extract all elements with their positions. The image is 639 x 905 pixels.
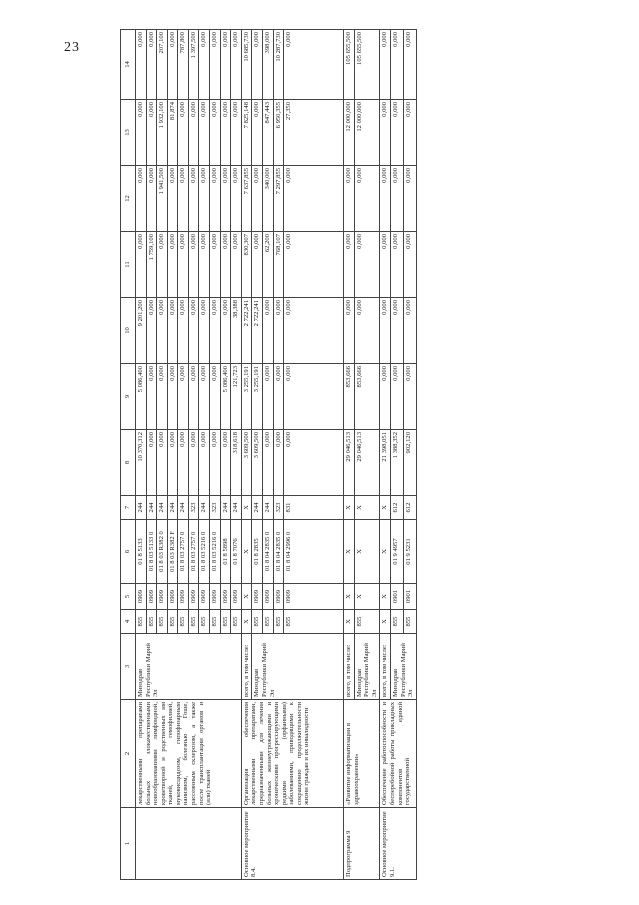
block1-col1 (136, 808, 242, 880)
table-cell: 01 8 7076 (231, 520, 242, 584)
table-cell: 1 397,500 (188, 30, 199, 100)
block2-executor: Минздрав Республики Марий Эл (252, 634, 344, 700)
table-cell: 0,000 (380, 166, 391, 232)
column-number-5: 5 (121, 584, 136, 610)
column-number-1: 1 (121, 808, 136, 880)
table-cell: 105 655,500 (354, 30, 380, 100)
table-cell: 244 (146, 496, 157, 520)
table-cell: 0,000 (146, 430, 157, 496)
table-cell: 855 (262, 610, 273, 634)
table-cell: 855 (157, 610, 168, 634)
table-cell: 0,000 (199, 100, 210, 166)
table-cell: 0,000 (167, 30, 178, 100)
table-cell: 855 (273, 610, 284, 634)
column-number-11: 11 (121, 232, 136, 298)
table-cell: 0909 (157, 584, 168, 610)
table-cell: 121,723 (231, 364, 242, 430)
block4-executor: Минздрав Республики Марий Эл (390, 634, 416, 700)
table-cell: 0,000 (178, 232, 189, 298)
table-cell: 0909 (178, 584, 189, 610)
table-cell: 0,000 (220, 166, 231, 232)
table-cell: 0,000 (178, 298, 189, 364)
table-cell: 3 609,500 (252, 430, 263, 496)
table-cell: 0,000 (199, 166, 210, 232)
table-cell: 855 (188, 610, 199, 634)
table-cell: 3 255,191 (252, 364, 263, 430)
table-cell: 0901 (403, 584, 416, 610)
table-cell: 0,000 (136, 100, 147, 166)
table-cell: 0,000 (210, 166, 221, 232)
table-cell: 7 825,148 (241, 100, 252, 166)
table-cell: 0,000 (273, 298, 284, 364)
table-cell: 855 (167, 610, 178, 634)
block1-description: лекарственными препаратами больных злокачественными новообразованиями лимфоидной, кроветворной и родственных им тканей, гемофилией, муковисцидозом, гипофизарным нанизмом, болезнью Гоше, рассеянным склерозом, а также после трансплантации органов и (или) тканей (136, 700, 242, 808)
table-cell: 0,000 (262, 364, 273, 430)
table-cell: 29 046,513 (354, 430, 380, 496)
table-cell: 0,000 (403, 166, 416, 232)
table-cell: 902,120 (403, 430, 416, 496)
table-cell: 0,000 (167, 232, 178, 298)
table-cell: 0,000 (199, 232, 210, 298)
table-cell: 0,000 (252, 166, 263, 232)
block4-description: Обеспечение работоспособности и бесперебойной работы прикладных компонентов единой государственной (380, 700, 416, 808)
column-number-12: 12 (121, 166, 136, 232)
table-cell: 0,000 (178, 100, 189, 166)
table-cell: 855 (231, 610, 242, 634)
table-cell: 7 637,855 (241, 166, 252, 232)
table-cell: 0909 (188, 584, 199, 610)
table-cell: 0,000 (380, 30, 391, 100)
table-cell: 0,000 (380, 298, 391, 364)
table-cell: 0,000 (210, 298, 221, 364)
table-cell: 0,000 (390, 364, 403, 430)
table-cell: 0909 (136, 584, 147, 610)
table-cell: 323 (210, 496, 221, 520)
table-cell: 0,000 (354, 166, 380, 232)
table-cell: 27,350 (284, 100, 344, 166)
table-cell: 0,000 (262, 430, 273, 496)
table-cell: 0909 (146, 584, 157, 610)
table-cell: 1 932,100 (157, 100, 168, 166)
table-cell: 10 685,730 (241, 30, 252, 100)
table-cell: 0,000 (199, 30, 210, 100)
table-cell: 0,000 (178, 166, 189, 232)
table-cell: 855 (220, 610, 231, 634)
block2-title: Основное мероприятие 8.4. (241, 808, 343, 880)
table-cell: 0,000 (403, 298, 416, 364)
block4-total-label: всего, в том числе: (380, 634, 391, 700)
table-cell: 398,000 (262, 30, 273, 100)
table-cell: 0,000 (220, 30, 231, 100)
table-cell: 105 655,500 (344, 30, 355, 100)
table-cell: 0909 (273, 584, 284, 610)
table-cell: 0,000 (188, 166, 199, 232)
table-cell: 0,000 (167, 298, 178, 364)
table-cell: 0,000 (403, 100, 416, 166)
table-cell: X (241, 584, 252, 610)
table-cell: 01 8 04 2835 0 (273, 520, 284, 584)
table-cell: 340,000 (262, 166, 273, 232)
table-cell: 0,000 (284, 430, 344, 496)
table-cell: 3 609,500 (241, 430, 252, 496)
table-cell: 0,000 (188, 430, 199, 496)
table-cell: 0,000 (252, 100, 263, 166)
table-cell: 0,000 (188, 232, 199, 298)
table-row (344, 30, 355, 880)
table-cell: 01 8 5898 (220, 520, 231, 584)
table-cell: 0909 (199, 584, 210, 610)
table-cell: X (344, 584, 355, 610)
table-cell: 01 8 03 2757 0 (188, 520, 199, 584)
table-cell: 38,388 (231, 298, 242, 364)
table-cell: X (241, 496, 252, 520)
table-cell: 855 (354, 610, 380, 634)
table-cell: 0,000 (380, 100, 391, 166)
table-cell: 0,000 (178, 430, 189, 496)
rotated-budget-table (120, 30, 620, 880)
table-cell: 0909 (284, 584, 344, 610)
table-cell: 0,000 (157, 364, 168, 430)
table-cell: X (380, 610, 391, 634)
table-cell: 855 (210, 610, 221, 634)
table-cell: 0,000 (273, 364, 284, 430)
table-cell: 855 (403, 610, 416, 634)
table-cell: X (380, 584, 391, 610)
table-cell: 0,000 (344, 232, 355, 298)
table-cell: 01 8 03 R382 F (167, 520, 178, 584)
table-cell: 01 9 5231 (403, 520, 416, 584)
table-cell: 81,874 (167, 100, 178, 166)
table-cell: 0,000 (344, 166, 355, 232)
table-cell: 2 722,241 (252, 298, 263, 364)
table-cell: 0,000 (136, 232, 147, 298)
block1-executor: Минздрав Республики Марий Эл (136, 634, 242, 700)
table-cell: 0,000 (390, 232, 403, 298)
table-cell: 612 (390, 496, 403, 520)
column-number-14: 14 (121, 30, 136, 100)
table-cell: 0,000 (146, 298, 157, 364)
table-cell: 7 297,855 (273, 166, 284, 232)
table-cell: 5 086,400 (220, 364, 231, 430)
block4-title: Основное мероприятие 9.1. (380, 808, 416, 880)
table-cell: 0,000 (231, 100, 242, 166)
table-cell: X (354, 496, 380, 520)
table-cell: 0,000 (231, 166, 242, 232)
table-cell: 0,000 (390, 100, 403, 166)
table-cell: 0,000 (167, 430, 178, 496)
table-cell: 0,000 (178, 364, 189, 430)
column-number-7: 7 (121, 496, 136, 520)
table-cell: 0,000 (220, 298, 231, 364)
table-cell: 01 8 03 R382 0 (157, 520, 168, 584)
table-cell: 0,000 (220, 232, 231, 298)
table-cell: X (380, 520, 391, 584)
table-cell: 855 (390, 610, 403, 634)
column-number-13: 13 (121, 100, 136, 166)
table-cell: 0,000 (167, 166, 178, 232)
table-cell: 1 388,352 (390, 430, 403, 496)
table-cell: 0,000 (284, 232, 344, 298)
table-cell: 0,000 (390, 166, 403, 232)
table-cell: 323 (273, 496, 284, 520)
table-cell: 0,000 (167, 364, 178, 430)
table-cell: 0,000 (220, 430, 231, 496)
table-cell: 0909 (262, 584, 273, 610)
column-number-3: 3 (121, 634, 136, 700)
page-number: 23 (64, 40, 80, 55)
table-cell: 0,000 (231, 30, 242, 100)
table-cell: 0909 (252, 584, 263, 610)
table-cell: 0,000 (403, 30, 416, 100)
table-cell: 0,000 (403, 232, 416, 298)
table-cell: 0,000 (390, 298, 403, 364)
table-cell: 01 8 03 5133 0 (146, 520, 157, 584)
table-cell: 847,443 (262, 100, 273, 166)
table-cell: 01 8 03 5216 0 (199, 520, 210, 584)
table-cell: 5 086,400 (136, 364, 147, 430)
table-cell: 0,000 (273, 430, 284, 496)
table-cell: 0909 (210, 584, 221, 610)
table-cell: 0909 (231, 584, 242, 610)
table-cell: 0909 (167, 584, 178, 610)
table-cell: 12 000,000 (344, 100, 355, 166)
table-cell: 0,000 (157, 232, 168, 298)
table-cell: 10 287,730 (273, 30, 284, 100)
table-cell: 01 8 5133 (136, 520, 147, 584)
table-cell: 29 046,513 (344, 430, 355, 496)
table-cell: 244 (231, 496, 242, 520)
table-row (136, 30, 147, 880)
table-cell: 2 722,241 (241, 298, 252, 364)
table-cell: 0,000 (199, 430, 210, 496)
subprogram-9-description: «Развитие информатизации в здравоохранении» (344, 700, 380, 808)
budget-table (120, 29, 417, 880)
column-number-4: 4 (121, 610, 136, 634)
table-cell: 0,000 (210, 30, 221, 100)
block3-executor: Минздрав Республики Марий Эл (354, 634, 380, 700)
table-cell: X (380, 496, 391, 520)
table-cell: 0,000 (252, 30, 263, 100)
table-cell: 0,000 (136, 166, 147, 232)
table-cell: 0,000 (210, 364, 221, 430)
table-cell: 830,307 (241, 232, 252, 298)
table-cell: 0,000 (390, 30, 403, 100)
table-cell: 244 (199, 496, 210, 520)
table-cell: 244 (157, 496, 168, 520)
table-cell: 0,000 (231, 232, 242, 298)
table-cell: 0,000 (220, 100, 231, 166)
table-cell: 0,000 (284, 298, 344, 364)
table-cell: 0,000 (146, 364, 157, 430)
table-cell: 0,000 (199, 298, 210, 364)
table-cell: 0,000 (136, 30, 147, 100)
table-cell: X (241, 610, 252, 634)
table-cell: 01 8 04 2835 0 (262, 520, 273, 584)
subprogram-9-title: Подпрограмма 9 (344, 808, 380, 880)
table-cell: 853,666 (344, 364, 355, 430)
table-cell: 323 (188, 496, 199, 520)
table-cell: 0,000 (210, 232, 221, 298)
table-cell: X (344, 520, 355, 584)
table-cell: X (354, 520, 380, 584)
table-cell: 3 255,191 (241, 364, 252, 430)
table-cell: 244 (167, 496, 178, 520)
table-cell: 855 (136, 610, 147, 634)
table-cell: 768,107 (273, 232, 284, 298)
table-cell: 0,000 (210, 100, 221, 166)
table-cell: 01 8 03 5216 0 (210, 520, 221, 584)
table-cell: 0,000 (380, 364, 391, 430)
table-cell: 0,000 (380, 232, 391, 298)
block3-total-label: всего, в том числе: (344, 634, 355, 700)
table-cell: 853,666 (354, 364, 380, 430)
table-cell: 62,200 (262, 232, 273, 298)
block2-description: Организация обеспечения лекарственными препаратами, предназначенными для лечения больных жизнеугрожающими и хроническими прогрессирующими редкими (орфанными) заболеваниями, приводящими к сокращению продолжительности жизни граждан и их инвалидности (241, 700, 343, 808)
table-cell: 9 201,200 (136, 298, 147, 364)
table-cell: 831 (284, 496, 344, 520)
table-cell: X (344, 496, 355, 520)
table-cell: 0,000 (146, 100, 157, 166)
table-cell: 0,000 (199, 364, 210, 430)
table-cell: 0,000 (188, 364, 199, 430)
table-cell: X (344, 610, 355, 634)
column-number-10: 10 (121, 298, 136, 364)
table-cell: 0,000 (354, 232, 380, 298)
table-cell: 21 398,051 (380, 430, 391, 496)
table-cell: 1 941,500 (157, 166, 168, 232)
table-cell: 244 (262, 496, 273, 520)
table-cell: 0,000 (157, 430, 168, 496)
block2-total-label: всего, в том числе: (241, 634, 252, 700)
table-cell: 0,000 (354, 298, 380, 364)
table-cell: 855 (252, 610, 263, 634)
table-cell: 6 950,355 (273, 100, 284, 166)
table-cell: 0,000 (146, 30, 157, 100)
table-cell: 244 (252, 496, 263, 520)
table-cell: 0,000 (284, 30, 344, 100)
table-cell: 855 (199, 610, 210, 634)
table-cell: 855 (146, 610, 157, 634)
table-cell: 0,000 (188, 100, 199, 166)
table-cell: 855 (178, 610, 189, 634)
table-cell: 207,100 (157, 30, 168, 100)
table-cell: 1 759,100 (146, 232, 157, 298)
column-number-8: 8 (121, 430, 136, 496)
table-cell: 244 (136, 496, 147, 520)
table-cell: 0,000 (284, 166, 344, 232)
table-cell: 12 000,000 (354, 100, 380, 166)
table-cell: 0909 (220, 584, 231, 610)
table-cell: 0,000 (284, 364, 344, 430)
table-cell: X (354, 584, 380, 610)
column-number-6: 6 (121, 520, 136, 584)
table-cell: 01 8 03 2757 0 (178, 520, 189, 584)
table-body (136, 30, 417, 880)
table-cell: 244 (178, 496, 189, 520)
table-cell: 0,000 (157, 298, 168, 364)
table-cell: 0,000 (146, 166, 157, 232)
table-cell: 0,000 (262, 298, 273, 364)
table-cell: 01 8 04 2996 0 (284, 520, 344, 584)
table-cell: 0,000 (403, 364, 416, 430)
table-cell: 0,000 (344, 298, 355, 364)
table-row (241, 30, 252, 880)
column-number-9: 9 (121, 364, 136, 430)
table-cell: 318,618 (231, 430, 242, 496)
column-number-row (121, 30, 136, 880)
table-cell: 612 (403, 496, 416, 520)
table-cell: 0,000 (252, 232, 263, 298)
table-cell: 01 9 4957 (390, 520, 403, 584)
table-cell: 10 370,312 (136, 430, 147, 496)
table-cell: 0,000 (188, 298, 199, 364)
table-cell: 855 (284, 610, 344, 634)
table-cell: 0901 (390, 584, 403, 610)
table-cell: 0,000 (210, 430, 221, 496)
table-row (380, 30, 391, 880)
table-cell: 244 (220, 496, 231, 520)
table-cell: 01 8 2835 (252, 520, 263, 584)
table-cell: X (241, 520, 252, 584)
table-cell: 787,800 (178, 30, 189, 100)
column-number-2: 2 (121, 700, 136, 808)
